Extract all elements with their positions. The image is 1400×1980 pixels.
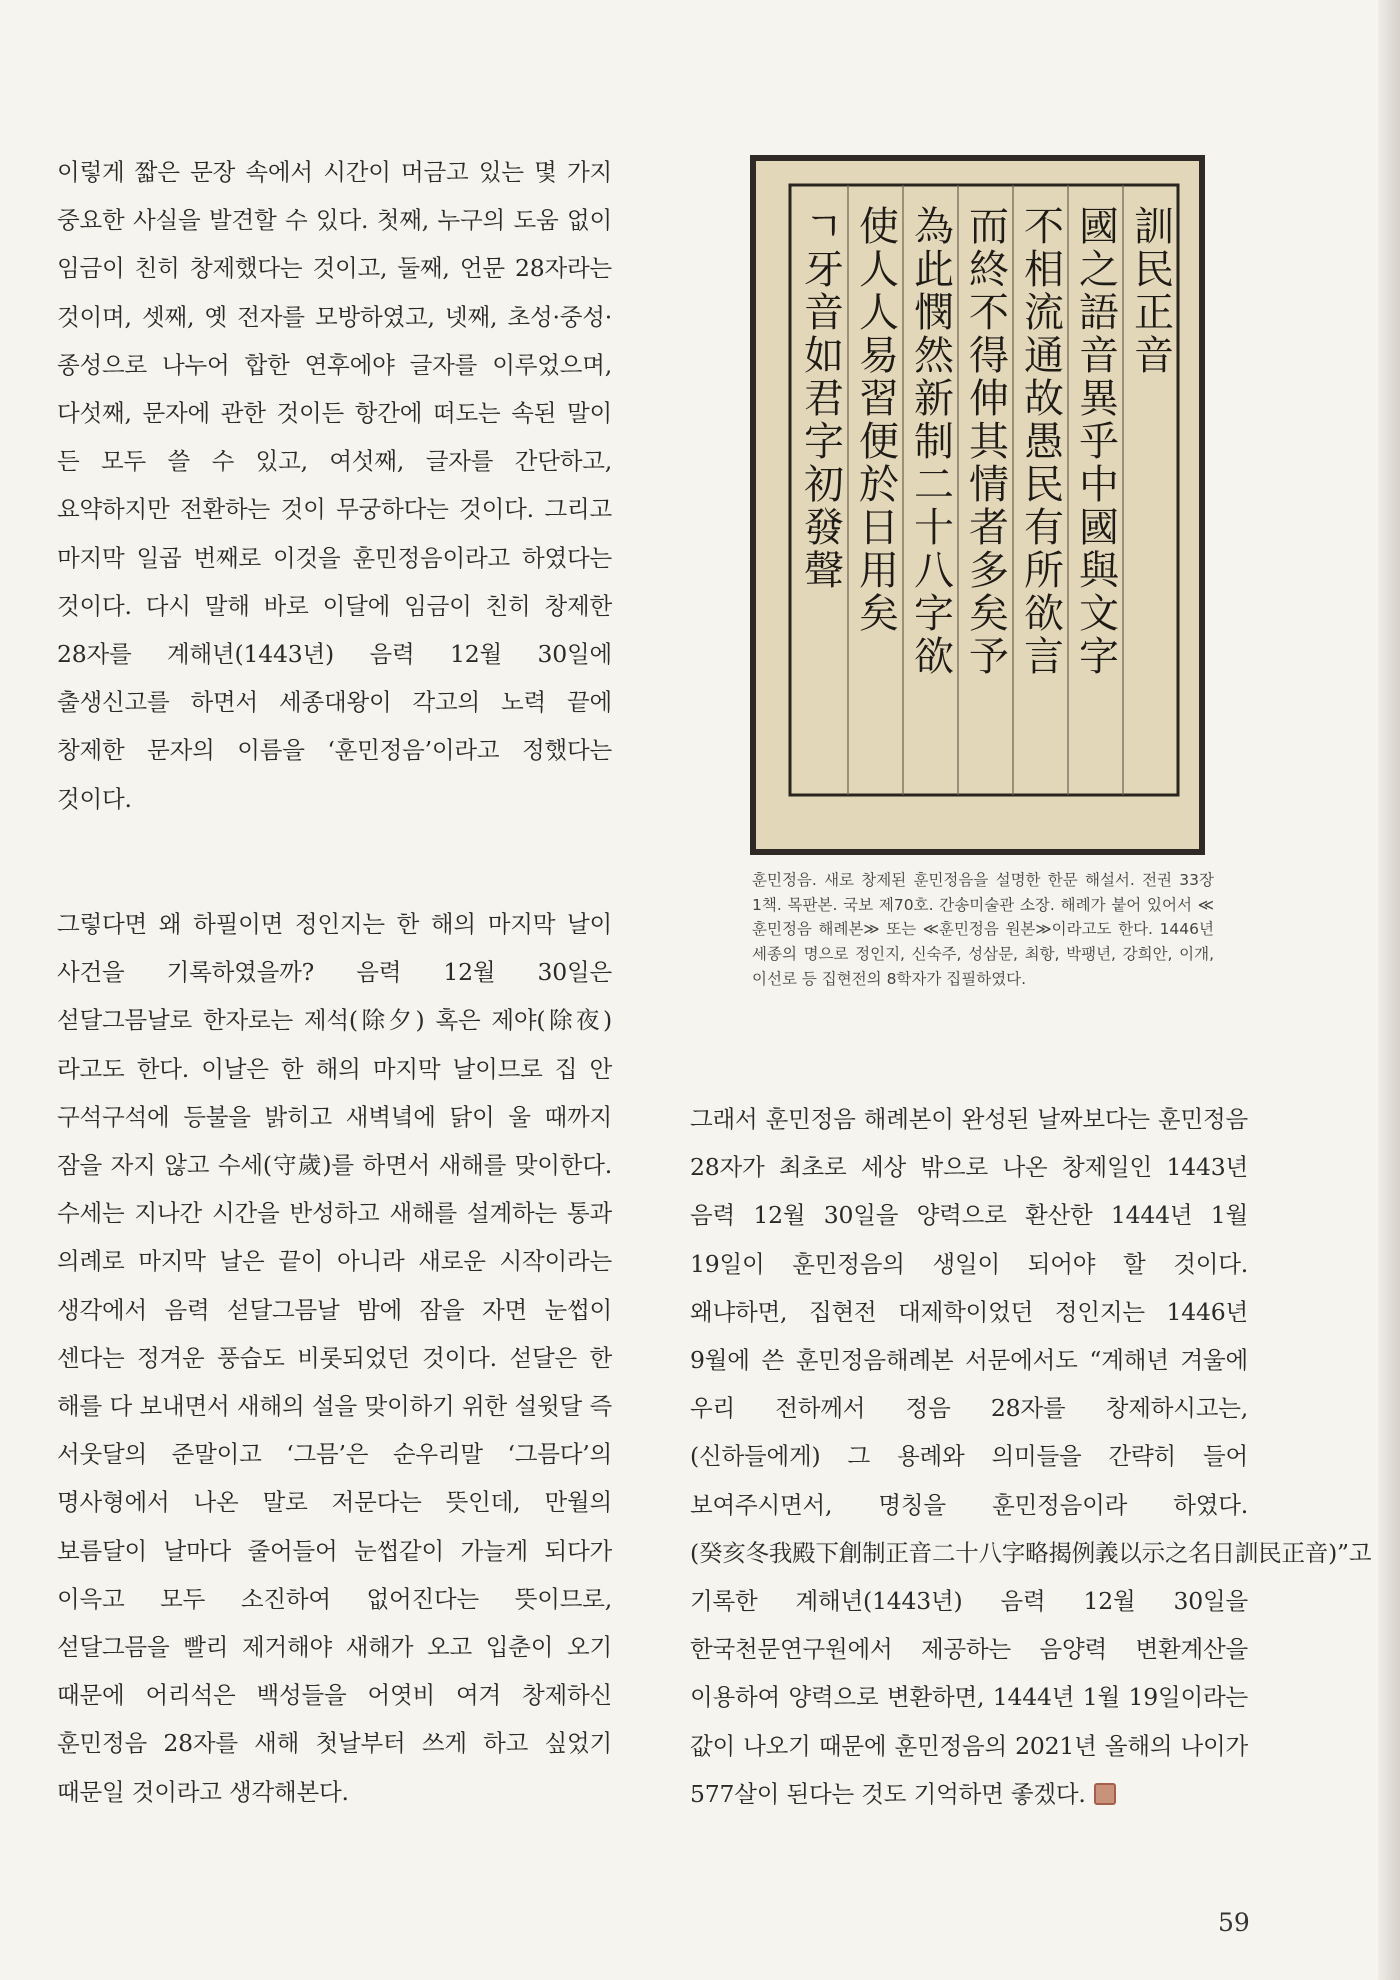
page-edge-shadow <box>1378 0 1400 1980</box>
body-paragraph-1: 이렇게 짧은 문장 속에서 시간이 머금고 있는 몇 가지 중요한 사실을 발견할 수 있다. 첫째, 누구의 도움 없이 임금이 친히 창제했다는 것이고, 둘째, 언문 28자라는 것이며, 셋째, 옛 전자를 모방하였고, 넷째, 초성·중성·종성으로 나누어 합한 연후에야 글자를 이루었으며, 다섯째, 문자에 관한 것이든 항간에 떠도는 속된 말이 든 모두 쓸 수 있고, 여섯째, 글자를 간단하고, 요약하지만 전환하는 것이 무궁하다는 것이다. 그리고 마지막 일곱 번째로 이것을 훈민정음이라고 하였다는 것이다. 다시 말해 바로 이달에 임금이 친히 창제한 28자를 계해년(1443년) 음력 12월 30일에 출생신고를 하면서 세종대왕이 각고의 노력 끝에 창제한 문자의 이름을 ‘훈민정음’이라고 정했다는 것이다. <box>57 158 612 813</box>
manuscript-column-4: 而終不得伸其情者多矣予 <box>962 205 1009 678</box>
body-paragraph-3 <box>690 1095 1372 1818</box>
manuscript-column-3: 不相流通故愚民有所欲言 <box>1017 205 1064 678</box>
body-paragraph-3-text: 그래서 훈민정음 해례본이 완성된 날짜보다는 훈민정음 28자가 최초로 세상 밖으로 나온 창제일인 1443년 음력 12월 30일을 양력으로 환산한 1444년 1월 19일이 훈민정음의 생일이 되어야 할 것이다. 왜냐하면, 집현전 대제학이었던 정인지는 1446년 9월에 쓴 훈민정음해례본 서문에서도 “계해년 겨울에 우리 전하께서 정음 28자를 창제하시고는, (신하들에게) 그 용례와 의미들을 간략히 들어 보여주시면서, 명칭을 훈민정음이라 하였다.(癸亥冬我殿下創制正音二十八字略揭例義以示之名日訓民正音)”고 기록한 계해년(1443년) 음력 12월 30일을 한국천문연구원에서 제공하는 음양력 변환계산을 이용하여 양력으로 변환하면, 1444년 1월 19일이라는 값이 나오기 때문에 훈민정음의 2021년 올해의 나이가 577살이 된다는 것도 기억하면 좋겠다. <box>690 1105 1372 1808</box>
figure-caption: 훈민정음. 새로 창제된 훈민정음을 설명한 한문 해설서. 전권 33장 1책. 목판본. 국보 제70호. 간송미술관 소장. 해례가 붙어 있어서 ≪훈민정음 해례본≫ 또는 ≪훈민정음 원본≫이라고도 한다. 1446년 세종의 명으로 정인지, 신숙주, 성삼문, 최항, 박팽년, 강희안, 이개, 이선로 등 집현전의 8학자가 집필하였다. <box>752 871 1214 988</box>
manuscript-column-1: 訓民正音 <box>1127 205 1174 377</box>
manuscript-column-6: 使人人易習便於日用矣 <box>852 205 899 635</box>
manuscript-text <box>798 205 1174 678</box>
manuscript-column-5: 為此憫然新制二十八字欲 <box>907 205 954 678</box>
manuscript-column-7: ㄱ牙音如君字初發聲 <box>797 205 844 592</box>
seal-stamp-icon <box>1094 1783 1116 1805</box>
manuscript-image <box>750 155 1205 855</box>
page-number: 59 <box>1218 1908 1250 1937</box>
manuscript-column-2: 國之語音異乎中國與文字 <box>1072 205 1119 678</box>
body-paragraph-2: 그렇다면 왜 하필이면 정인지는 한 해의 마지막 날이 사건을 기록하였을까? 음력 12월 30일은 섣달그믐날로 한자로는 제석(除夕) 혹은 제야(除夜)라고도 한다. 이날은 한 해의 마지막 날이므로 집 안 구석구석에 등불을 밝히고 새벽녘에 닭이 울 때까지 잠을 자지 않고 수세(守歲)를 하면서 새해를 맞이한다. 수세는 지나간 시간을 반성하고 새해를 설계하는 통과 의례로 마지막 날은 끝이 아니라 새로운 시작이라는 생각에서 음력 섣달그믐날 밤에 잠을 자면 눈썹이 센다는 정겨운 풍습도 비롯되었던 것이다. 섣달은 한 해를 다 보내면서 새해의 설을 맞이하기 위한 설윗달 즉 서웃달의 준말이고 ‘그믐’은 순우리말 ‘그믐다’의 명사형에서 나온 말로 저문다는 뜻인데, 만월의 보름달이 날마다 줄어들어 눈썹같이 가늘게 되다가 이윽고 모두 소진하여 없어진다는 뜻이므로, 섣달그믐을 빨리 제거해야 새해가 오고 입춘이 오기 때문에 어리석은 백성들을 어엿비 여겨 창제하신 훈민정음 28자를 새해 첫날부터 쓰게 하고 싶었기 때문일 것이라고 생각해본다. <box>57 910 612 1806</box>
manuscript-photo <box>750 155 1205 855</box>
